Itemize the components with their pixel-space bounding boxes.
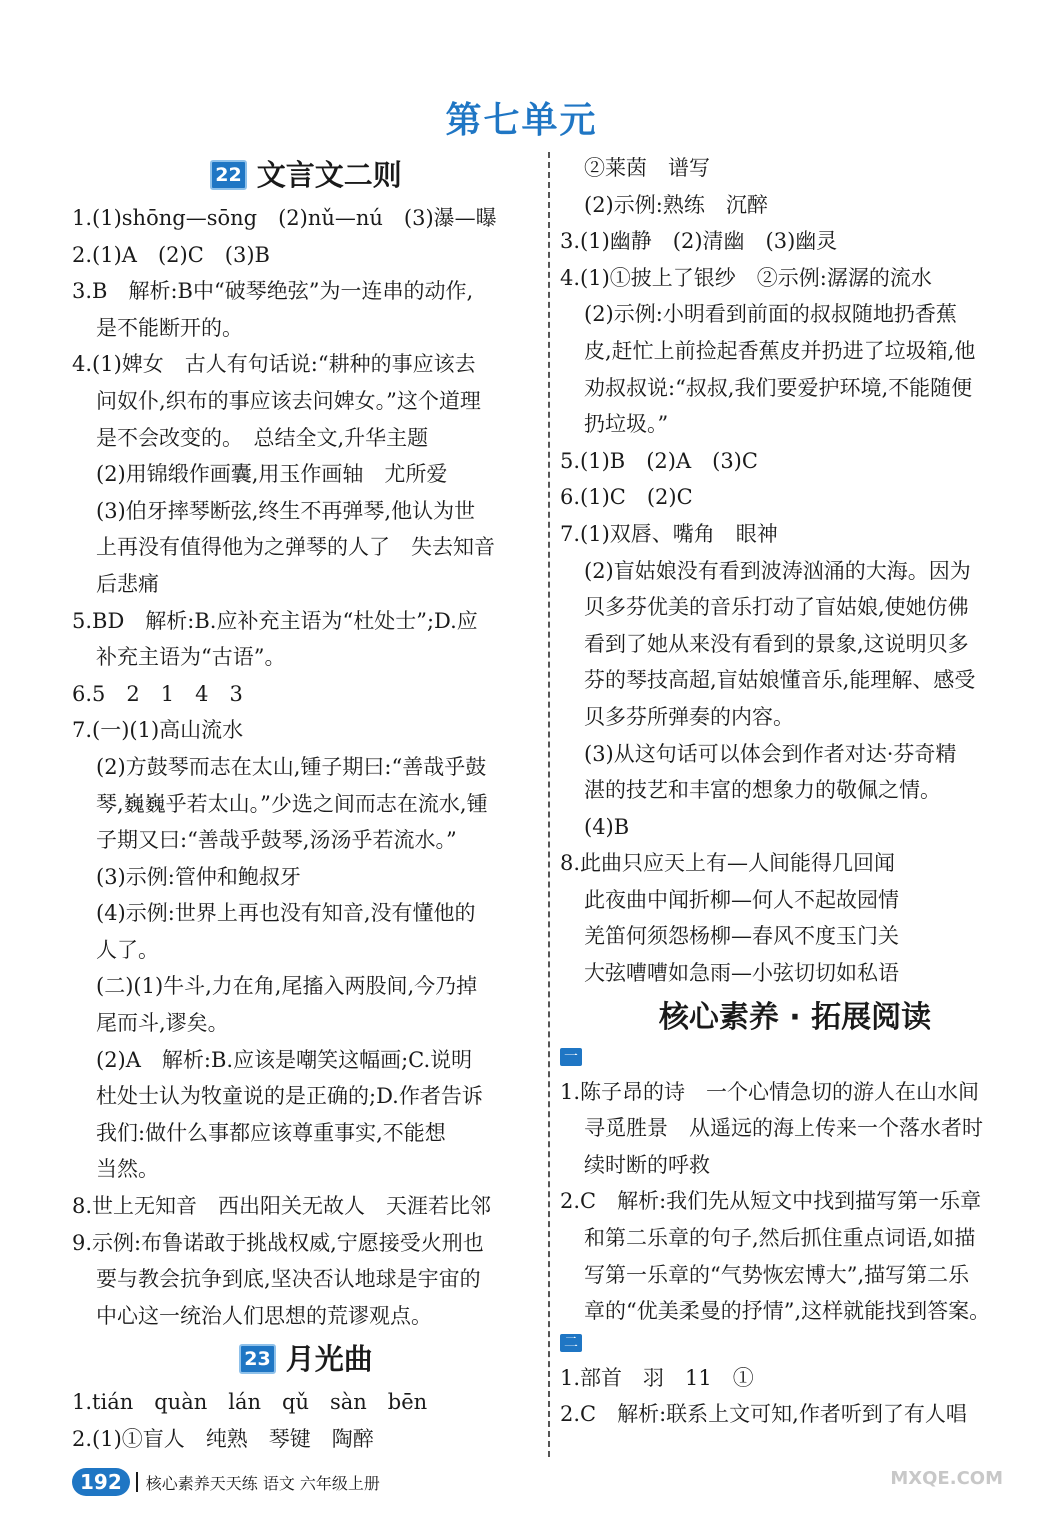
answer-line: 续时断的呼救 — [584, 1152, 710, 1177]
answer-line: 和第二乐章的句子,然后抓住重点词语,如描 — [584, 1226, 976, 1251]
answer-line: 写第一乐章的“气势恢宏博大”,描写第二乐 — [584, 1262, 970, 1287]
section-number-badge: 22 — [210, 160, 246, 190]
answer-line: 3.(1)幽静 (2)清幽 (3)幽灵 — [560, 229, 838, 254]
answer-line: 9.示例:布鲁诺敢于挑战权威,宁愿接受火刑也 — [72, 1230, 484, 1255]
answer-line: 寻觅胜景 从遥远的海上传来一个落水者时 — [584, 1116, 983, 1141]
answer-line: (2)示例:熟练 沉醉 — [584, 192, 768, 217]
answer-line: 2.(1)A (2)C (3)B — [72, 242, 270, 267]
part-two-marker: 二 — [560, 1334, 582, 1352]
column-divider — [548, 152, 550, 1457]
answer-line: 章的“优美柔曼的抒情”,这样就能找到答案。 — [584, 1299, 991, 1324]
answer-line: 8.世上无知音 西出阳关无故人 天涯若比邻 — [72, 1194, 492, 1219]
answer-line: 此夜曲中闻折柳—何人不起故园情 — [584, 887, 899, 912]
answer-line: 杜处士认为牧童说的是正确的;D.作者告诉 — [96, 1084, 483, 1109]
answer-line: (3)从这句话可以体会到作者对达·芬奇精 — [584, 741, 957, 766]
section-heading-22 — [72, 150, 540, 200]
right-column — [560, 150, 1030, 1433]
answer-line: 皮,赶忙上前捡起香蕉皮并扔进了垃圾箱,他 — [584, 338, 976, 363]
answer-line: (3)示例:管仲和鲍叔牙 — [96, 864, 301, 889]
page-footer — [72, 1467, 380, 1497]
answer-line: 琴,巍巍乎若太山。”少选之间而志在流水,锺 — [96, 791, 488, 816]
answer-line: 4.(1)①披上了银纱 ②示例:潺潺的流水 — [560, 265, 932, 290]
answer-line: 7.(1)双唇、嘴角 眼神 — [560, 521, 778, 546]
answer-line: 中心这一统治人们思想的荒谬观点。 — [96, 1303, 432, 1328]
answer-line: 补充主语为“古语”。 — [96, 645, 286, 670]
section-number-badge: 23 — [239, 1344, 275, 1374]
answer-line: 4.(1)婢女 古人有句话说:“耕种的事应该去 — [72, 352, 476, 377]
answer-line: 8.此曲只应天上有—人间能得几回闻 — [560, 851, 896, 876]
answer-line: 贝多芬所弹奏的内容。 — [584, 704, 794, 729]
answer-line: 1.陈子昂的诗 一个心情急切的游人在山水间 — [560, 1079, 980, 1104]
answer-line: 6.5 2 1 4 3 — [72, 681, 243, 706]
watermark: MXQE.COM — [890, 1468, 1003, 1489]
left-column — [72, 150, 540, 1458]
answer-line: (4)示例:世界上再也没有知音,没有懂他的 — [96, 901, 476, 926]
answer-line: 1.(1)shōng—sōng (2)nǔ—nú (3)瀑—曝 — [72, 206, 497, 230]
answer-line: 贝多芬优美的音乐打动了盲姑娘,使她仿佛 — [584, 595, 969, 620]
answer-line: (2)方鼓琴而志在太山,锺子期曰:“善哉乎鼓 — [96, 754, 487, 779]
answer-line: 羌笛何须怨杨柳—春风不度玉门关 — [584, 924, 899, 949]
answer-line: 劝叔叔说:“叔叔,我们要爱护环境,不能随便 — [584, 375, 973, 400]
answer-line: (2)A 解析:B.应该是嘲笑这幅画;C.说明 — [96, 1047, 473, 1072]
book-title: 核心素养天天练 语文 六年级上册 — [145, 1473, 380, 1493]
answer-line: (二)(1)牛斗,力在角,尾搐入两股间,今乃掉 — [96, 974, 478, 999]
section-title: 文言文二则 — [256, 158, 402, 192]
answer-line: 是不会改变的。 总结全文,升华主题 — [96, 425, 429, 450]
answer-line: 芬的琴技高超,盲姑娘懂音乐,能理解、感受 — [584, 668, 976, 693]
answer-line: 后悲痛 — [96, 571, 159, 596]
answer-line: 7.(一)(1)高山流水 — [72, 718, 244, 743]
answer-line: (4)B — [584, 814, 630, 839]
answer-line: 我们:做什么事都应该尊重事实,不能想 — [96, 1120, 446, 1145]
part-one-marker: 一 — [560, 1048, 582, 1066]
unit-title: 第七单元 — [445, 100, 598, 141]
answer-line: 问奴仆,织布的事应该去问婢女。”这个道理 — [96, 388, 481, 413]
answer-line: 1.tián quàn lán qǔ sàn bēn — [72, 1390, 428, 1415]
answer-line: 尾而斗,谬矣。 — [96, 1011, 229, 1036]
answer-line: 看到了她从来没有看到的景象,这说明贝多 — [584, 631, 969, 656]
answer-line: 扔垃圾。” — [584, 412, 669, 437]
answer-line: 子期又曰:“善哉乎鼓琴,汤汤乎若流水。” — [96, 828, 457, 853]
answer-line: 3.B 解析:B中“破琴绝弦”为一连串的动作, — [72, 279, 474, 304]
answer-line: ②莱茵 谱写 — [584, 156, 710, 180]
answer-line: 2.(1)①盲人 纯熟 琴键 陶醉 — [72, 1427, 374, 1451]
answer-line: 2.C 解析:联系上文可知,作者听到了有人唱 — [560, 1402, 967, 1427]
footer-separator — [136, 1472, 138, 1492]
core-reading-heading: 核心素养 · 拓展阅读 — [658, 999, 932, 1035]
answer-line: 要与教会抗争到底,坚决否认地球是宇宙的 — [96, 1267, 481, 1292]
answer-line: 2.C 解析:我们先从短文中找到描写第一乐章 — [560, 1189, 982, 1214]
answer-line: 是不能断开的。 — [96, 315, 243, 340]
answer-line: 5.(1)B (2)A (3)C — [560, 448, 758, 473]
section-heading-23 — [72, 1334, 540, 1384]
answer-line: 人了。 — [96, 937, 159, 962]
answer-line: (2)盲姑娘没有看到波涛汹涌的大海。因为 — [584, 558, 971, 583]
page-number: 192 — [72, 1468, 130, 1496]
answer-line: 湛的技艺和丰富的想象力的敬佩之情。 — [584, 778, 941, 803]
answer-line: 5.BD 解析:B.应补充主语为“杜处士”;D.应 — [72, 608, 478, 633]
answer-line: 大弦嘈嘈如急雨—小弦切切如私语 — [584, 961, 899, 986]
answer-line: 当然。 — [96, 1157, 159, 1182]
section-title: 月光曲 — [285, 1342, 373, 1377]
answer-line: 1.部首 羽 11 ① — [560, 1365, 754, 1390]
answer-line: (2)用锦缎作画囊,用玉作画轴 尤所爱 — [96, 462, 448, 487]
answer-line: (2)示例:小明看到前面的叔叔随地扔香蕉 — [584, 302, 957, 327]
answer-line: 6.(1)C (2)C — [560, 485, 693, 510]
answer-line: 上再没有值得他为之弹琴的人了 失去知音 — [96, 535, 495, 560]
answer-line: (3)伯牙摔琴断弦,终生不再弹琴,他认为世 — [96, 498, 476, 523]
